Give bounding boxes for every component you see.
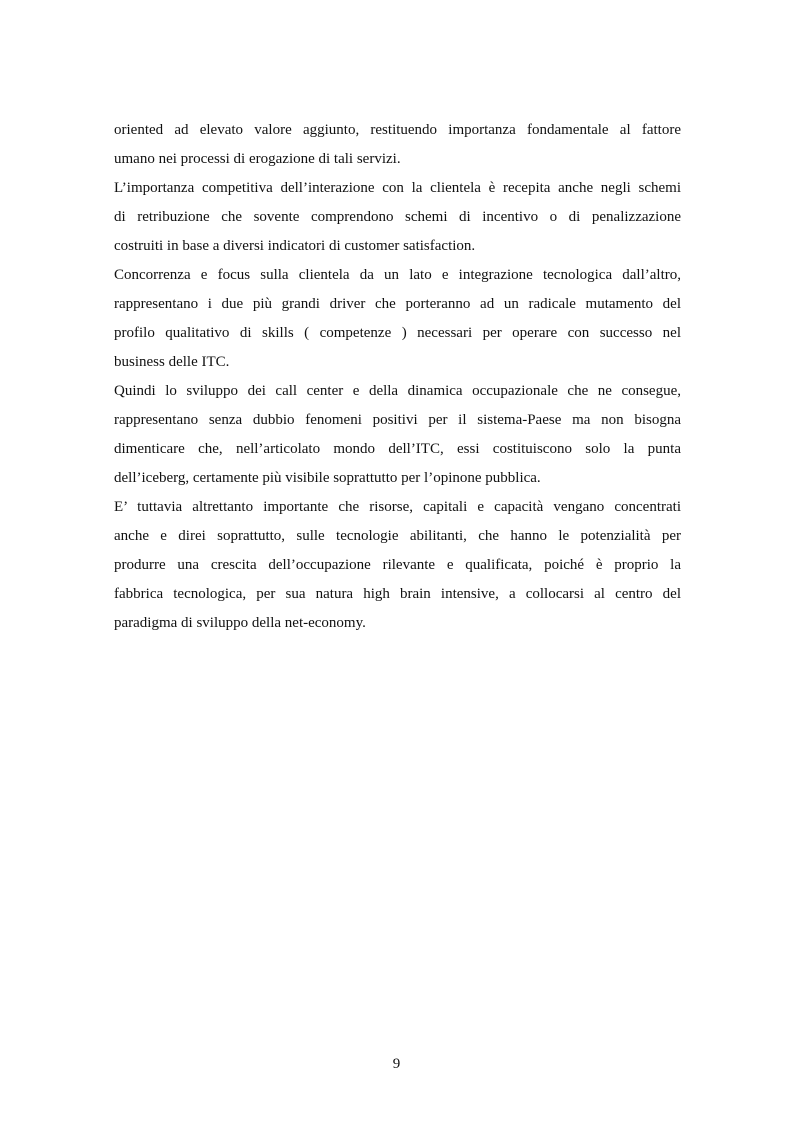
text-line: Concorrenza e focus sulla clientela da un lato e integrazione tecnologica dall’altro, [114, 267, 681, 283]
text-line: oriented ad elevato valore aggiunto, restituendo importanza fondamentale al fattore [114, 122, 681, 138]
text-line: business delle ITC. [114, 354, 230, 370]
text-line: umano nei processi di erogazione di tali servizi. [114, 151, 401, 167]
page-number: 9 [392, 1056, 401, 1072]
paragraph [114, 493, 681, 638]
text-line: L’importanza competitiva dell’interazione con la clientela è recepita anche negli schemi [114, 180, 681, 196]
text-line: rappresentano senza dubbio fenomeni positivi per il sistema-Paese ma non bisogna [114, 412, 681, 428]
paragraph [114, 261, 681, 377]
text-line: paradigma di sviluppo della net-economy. [114, 615, 366, 631]
text-line: profilo qualitativo di skills ( competenze ) necessari per operare con successo nel [114, 325, 681, 341]
text-line: fabbrica tecnologica, per sua natura high brain intensive, a collocarsi al centro del [114, 586, 681, 602]
text-line: Quindi lo sviluppo dei call center e della dinamica occupazionale che ne consegue, [114, 383, 681, 399]
text-line: anche e direi soprattutto, sulle tecnologie abilitanti, che hanno le potenzialità per [114, 528, 681, 544]
paragraph [114, 174, 681, 261]
text-line: costruiti in base a diversi indicatori di customer satisfaction. [114, 238, 476, 254]
text-line: di retribuzione che sovente comprendono schemi di incentivo o di penalizzazione [114, 209, 681, 225]
paragraph [114, 377, 681, 493]
page-body [114, 116, 681, 638]
text-line: dell’iceberg, certamente più visibile soprattutto per l’opinone pubblica. [114, 470, 541, 486]
text-line: dimenticare che, nell’articolato mondo dell’ITC, essi costituiscono solo la punta [114, 441, 681, 457]
paragraph [114, 116, 681, 174]
text-line: produrre una crescita dell’occupazione rilevante e qualificata, poiché è proprio la [114, 557, 681, 573]
text-line: rappresentano i due più grandi driver che porteranno ad un radicale mutamento del [114, 296, 681, 312]
text-line: E’ tuttavia altrettanto importante che risorse, capitali e capacità vengano concentrati [114, 499, 681, 515]
